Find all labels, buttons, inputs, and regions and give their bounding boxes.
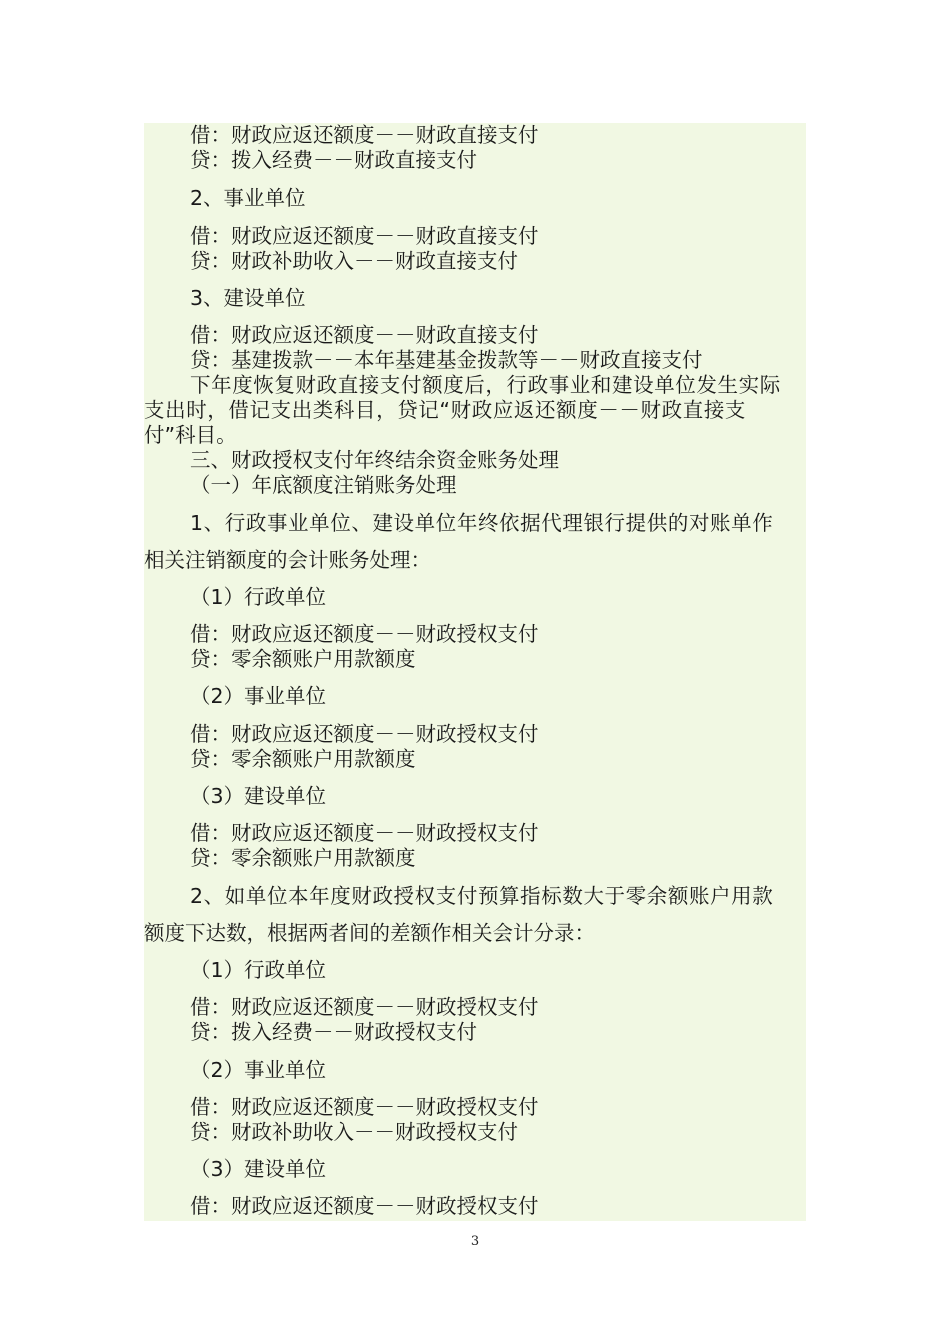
subsection-heading: （一）年底额度注销账务处理 <box>190 473 457 497</box>
entry-credit-line: 贷：零余额账户用款额度 <box>190 647 416 671</box>
entry-debit-line: 借：财政应返还额度－－财政直接支付 <box>190 323 539 347</box>
item-heading: （3）建设单位 <box>190 1157 327 1181</box>
paragraph-line: 额度下达数，根据两者间的差额作相关会计分录： <box>144 921 595 945</box>
entry-debit-line: 借：财政应返还额度－－财政直接支付 <box>190 123 539 147</box>
section-heading: 三、财政授权支付年终结余资金账务处理 <box>190 448 559 472</box>
paragraph-line: 1、行政事业单位、建设单位年终依据代理银行提供的对账单作 <box>190 511 774 535</box>
entry-credit-line: 贷：财政补助收入－－财政直接支付 <box>190 249 518 273</box>
entry-credit-line: 贷：拨入经费－－财政授权支付 <box>190 1020 477 1044</box>
entry-credit-line: 贷：零余额账户用款额度 <box>190 747 416 771</box>
paragraph-line: 付”科目。 <box>144 423 237 447</box>
entry-debit-line: 借：财政应返还额度－－财政授权支付 <box>190 995 539 1019</box>
section-heading: 2、事业单位 <box>190 186 306 210</box>
entry-credit-line: 贷：零余额账户用款额度 <box>190 846 416 870</box>
entry-credit-line: 贷：财政补助收入－－财政授权支付 <box>190 1120 518 1144</box>
entry-debit-line: 借：财政应返还额度－－财政授权支付 <box>190 1194 539 1218</box>
entry-debit-line: 借：财政应返还额度－－财政直接支付 <box>190 224 539 248</box>
entry-debit-line: 借：财政应返还额度－－财政授权支付 <box>190 1095 539 1119</box>
page-number: 3 <box>470 1234 480 1249</box>
entry-credit-line: 贷：基建拨款－－本年基建基金拨款等－－财政直接支付 <box>190 348 703 372</box>
document-body <box>144 123 806 1221</box>
item-heading: （1）行政单位 <box>190 585 327 609</box>
paragraph-line: 2、如单位本年度财政授权支付预算指标数大于零余额账户用款 <box>190 884 774 908</box>
paragraph-line: 下年度恢复财政直接支付额度后，行政事业和建设单位发生实际 <box>190 373 781 397</box>
paragraph-line: 相关注销额度的会计账务处理： <box>144 548 431 572</box>
entry-debit-line: 借：财政应返还额度－－财政授权支付 <box>190 622 539 646</box>
paragraph-line: 支出时，借记支出类科目，贷记“财政应返还额度－－财政直接支 <box>144 398 747 422</box>
item-heading: （2）事业单位 <box>190 684 327 708</box>
entry-debit-line: 借：财政应返还额度－－财政授权支付 <box>190 722 539 746</box>
item-heading: （2）事业单位 <box>190 1058 327 1082</box>
item-heading: （1）行政单位 <box>190 958 327 982</box>
item-heading: （3）建设单位 <box>190 784 327 808</box>
entry-credit-line: 贷：拨入经费－－财政直接支付 <box>190 148 477 172</box>
entry-debit-line: 借：财政应返还额度－－财政授权支付 <box>190 821 539 845</box>
section-heading: 3、建设单位 <box>190 286 306 310</box>
